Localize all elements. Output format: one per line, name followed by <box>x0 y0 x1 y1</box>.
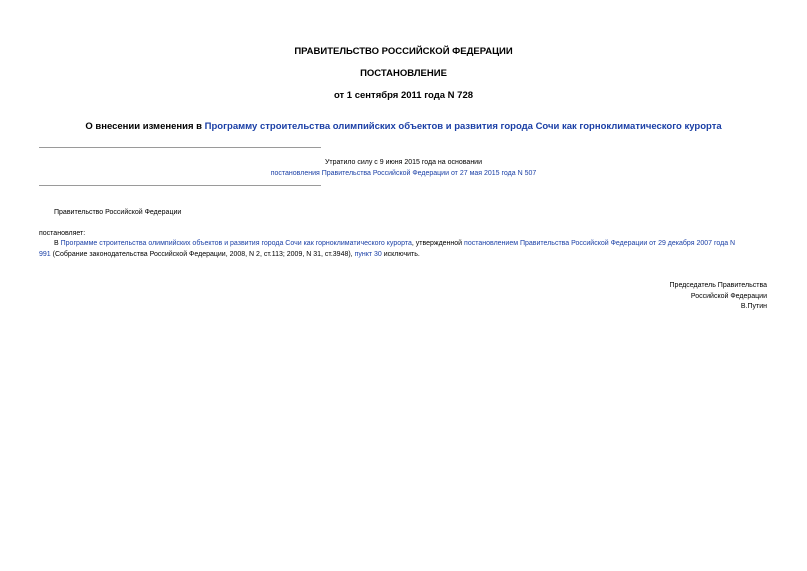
lapse-notice-link-line <box>0 168 807 180</box>
paragraph-start: В <box>54 240 61 247</box>
divider-top <box>39 147 321 148</box>
subject-prefix: О внесении изменения в <box>85 121 205 132</box>
repeal-decree-link[interactable]: постановления Правительства Российской Федерации от 27 мая 2015 года N 507 <box>270 170 537 177</box>
decree-paragraph-line2 <box>39 249 420 260</box>
subject-program-link[interactable]: Программу строительства олимпийских объектов и развития города Сочи как горноклиматического курорта <box>204 121 722 132</box>
document-type: ПОСТАНОВЛЕНИЕ <box>360 68 447 79</box>
signature-title: Председатель Правительства <box>669 282 767 289</box>
program-link[interactable]: Программе строительства олимпийских объектов и развития города Сочи как горноклиматического курорта <box>60 240 412 247</box>
lapse-notice-line1: Утратило силу с 9 июня 2015 года на основании <box>324 159 483 166</box>
government-intro: Правительство Российской Федерации <box>54 209 182 216</box>
document-subject <box>0 121 807 133</box>
paragraph-end: исключить. <box>381 251 420 258</box>
paragraph-mid1: , утвержденной <box>411 240 465 247</box>
decree-paragraph-line1 <box>54 238 735 249</box>
item-30-link[interactable]: пункт 30 <box>354 251 382 258</box>
document-date-number: от 1 сентября 2011 года N 728 <box>333 90 474 101</box>
decree-word: постановляет: <box>39 230 86 237</box>
government-heading: ПРАВИТЕЛЬСТВО РОССИЙСКОЙ ФЕДЕРАЦИИ <box>294 46 513 57</box>
signature-org: Российской Федерации <box>690 293 767 300</box>
signature-name: В.Путин <box>740 303 767 310</box>
approving-decree-link[interactable]: постановлением Правительства Российской Федерации от 29 декабря 2007 года N <box>464 240 736 247</box>
divider-bottom <box>39 185 321 186</box>
approving-decree-link-number[interactable]: 991 <box>39 251 51 258</box>
paragraph-mid2: (Собрание законодательства Российской Федерации, 2008, N 2, ст.113; 2009, N 31, ст.3948), <box>50 251 355 258</box>
